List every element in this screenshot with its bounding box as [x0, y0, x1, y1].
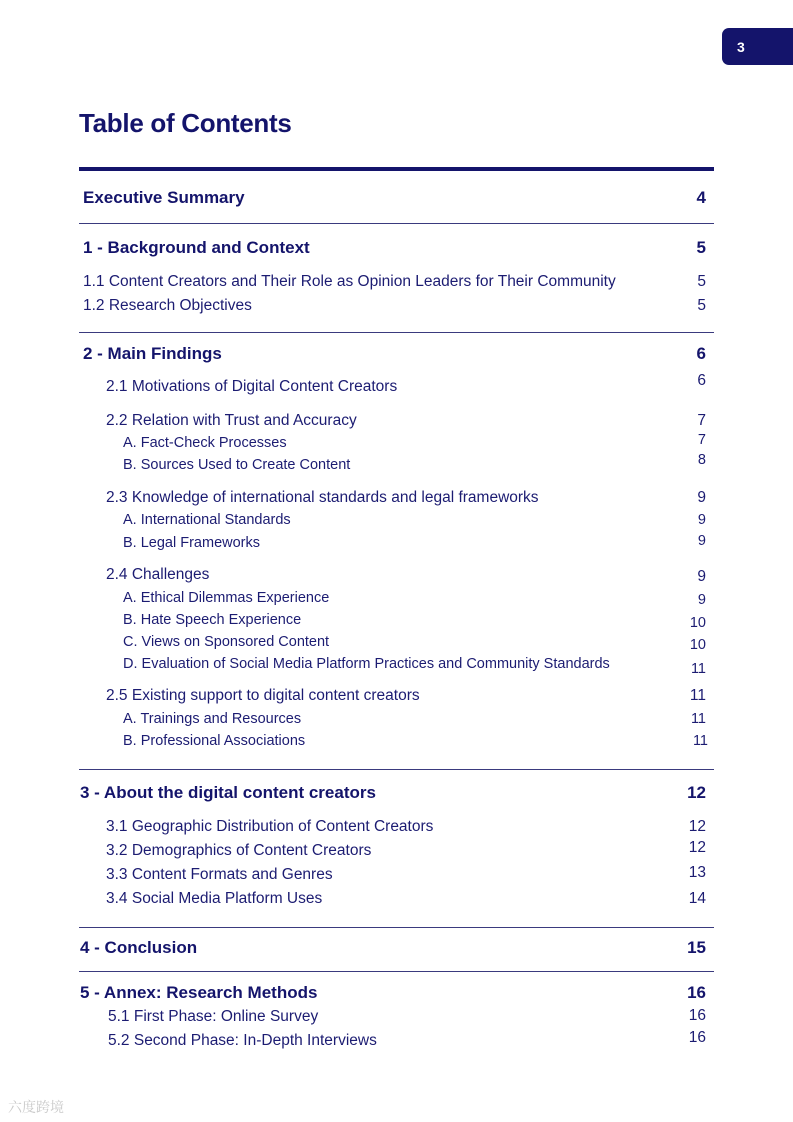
section-divider	[79, 769, 714, 770]
toc-entry-5-1[interactable]	[0, 1008, 793, 1032]
toc-label: 2.2 Relation with Trust and Accuracy	[106, 412, 357, 429]
toc-page: 9	[697, 533, 706, 549]
page-number-tab	[722, 28, 793, 65]
toc-page: 12	[688, 839, 706, 856]
toc-entry-section-1[interactable]	[0, 238, 793, 262]
toc-page: 6	[697, 372, 706, 389]
page-title: Table of Contents	[79, 108, 292, 138]
toc-page: 5	[696, 238, 706, 257]
toc-entry-section-2[interactable]	[0, 344, 793, 368]
toc-label: B. Professional Associations	[123, 733, 306, 749]
toc-page: 16	[688, 1029, 706, 1046]
toc-entry-2-4[interactable]	[0, 566, 793, 590]
toc-label: A. Ethical Dilemmas Experience	[123, 590, 330, 606]
toc-label: 4 - Conclusion	[80, 938, 198, 957]
toc-entry-executive-summary[interactable]	[0, 188, 793, 212]
toc-label: 1.2 Research Objectives	[83, 297, 252, 314]
toc-page: 9	[697, 512, 706, 528]
toc-label: A. International Standards	[123, 512, 291, 528]
toc-entry-2-2[interactable]	[0, 412, 793, 436]
toc-label: 2.3 Knowledge of international standards and legal frameworks	[106, 489, 539, 506]
toc-page: 11	[689, 687, 706, 704]
toc-page: 4	[696, 188, 706, 207]
toc-label: 5.2 Second Phase: In-Depth Interviews	[108, 1032, 377, 1049]
section-divider	[79, 927, 714, 928]
toc-page: 12	[687, 783, 706, 802]
toc-label: 3.4 Social Media Platform Uses	[106, 890, 323, 907]
toc-page: 14	[688, 890, 706, 907]
toc-page: 11	[692, 733, 708, 749]
toc-entry-2-3-b[interactable]	[0, 535, 793, 559]
section-divider	[79, 332, 714, 333]
section-divider	[79, 223, 714, 224]
toc-label: 2.1 Motivations of Digital Content Creators	[106, 378, 398, 395]
toc-label: 3.2 Demographics of Content Creators	[106, 842, 372, 859]
toc-label: B. Legal Frameworks	[123, 535, 260, 551]
toc-entry-2-2-b[interactable]	[0, 452, 793, 481]
toc-entry-2-4-c[interactable]	[0, 634, 793, 658]
toc-label: B. Sources Used to Create Content	[123, 457, 351, 473]
toc-label: C. Views on Sponsored Content	[123, 634, 330, 650]
toc-entry-3-3[interactable]	[0, 866, 793, 890]
watermark-logo	[8, 1097, 64, 1117]
toc-page: 9	[697, 489, 706, 506]
toc-entry-section-5[interactable]	[0, 983, 793, 1007]
toc-page: 9	[697, 568, 706, 585]
toc-entry-5-2[interactable]	[0, 1029, 793, 1056]
toc-page: 5	[697, 273, 706, 290]
toc-entry-3-2[interactable]	[0, 839, 793, 866]
toc-page: 10	[689, 615, 706, 631]
toc-entry-section-4[interactable]	[0, 938, 793, 962]
section-divider	[79, 971, 714, 972]
toc-label: 2.4 Challenges	[106, 566, 210, 583]
toc-page: 16	[688, 1007, 706, 1024]
toc-label: 1.1 Content Creators and Their Role as Opinion Leaders for Their Community	[83, 273, 616, 290]
toc-label: 3.3 Content Formats and Genres	[106, 866, 333, 883]
toc-entry-2-4-d[interactable]	[0, 656, 793, 680]
toc-label: 2.5 Existing support to digital content creators	[106, 687, 420, 704]
toc-label: 3 - About the digital content creators	[80, 783, 376, 802]
toc-label: A. Trainings and Resources	[123, 711, 302, 727]
toc-entry-2-1[interactable]	[0, 372, 793, 402]
toc-entry-2-4-b[interactable]	[0, 612, 793, 636]
toc-page: 16	[687, 983, 706, 1002]
toc-page: 15	[687, 938, 706, 957]
toc-label: D. Evaluation of Social Media Platform Practices and Community Standards	[123, 656, 610, 672]
toc-page: 13	[688, 864, 706, 881]
toc-entry-2-5-a[interactable]	[0, 711, 793, 735]
toc-label: Executive Summary	[83, 188, 245, 207]
toc-page: 5	[697, 297, 706, 314]
toc-entry-3-4[interactable]	[0, 890, 793, 914]
toc-page: 11	[690, 661, 706, 677]
toc-label: 1 - Background and Context	[83, 238, 310, 257]
toc-entry-1-1[interactable]	[0, 273, 793, 297]
toc-page: 12	[688, 818, 706, 835]
toc-entry-section-3[interactable]	[0, 783, 793, 807]
toc-entry-3-1[interactable]	[0, 818, 793, 842]
toc-entry-1-2[interactable]	[0, 297, 793, 321]
toc-entry-2-5-b[interactable]	[0, 733, 793, 757]
toc-label: 5.1 First Phase: Online Survey	[108, 1008, 319, 1025]
watermark-text: 六度跨境	[8, 1100, 64, 1116]
toc-page: 7	[697, 412, 706, 429]
toc-label: B. Hate Speech Experience	[123, 612, 302, 628]
toc-page: 6	[696, 344, 706, 363]
toc-entry-2-4-a[interactable]	[0, 590, 793, 614]
toc-page: 10	[689, 637, 706, 653]
toc-entry-2-5[interactable]	[0, 687, 793, 711]
toc-label: 2 - Main Findings	[83, 344, 222, 363]
toc-entry-2-3[interactable]	[0, 489, 793, 513]
toc-page: 11	[690, 711, 706, 727]
toc-page: 8	[697, 452, 706, 468]
toc-page: 9	[697, 592, 706, 608]
toc-label: A. Fact-Check Processes	[123, 435, 287, 451]
title-divider	[79, 167, 714, 171]
toc-label: 3.1 Geographic Distribution of Content Creators	[106, 818, 434, 835]
page-number: 3	[737, 38, 745, 55]
toc-label: 5 - Annex: Research Methods	[80, 983, 318, 1002]
toc-page: 7	[697, 432, 706, 448]
toc-entry-2-2-a[interactable]	[0, 432, 793, 459]
toc-entry-2-3-a[interactable]	[0, 512, 793, 536]
